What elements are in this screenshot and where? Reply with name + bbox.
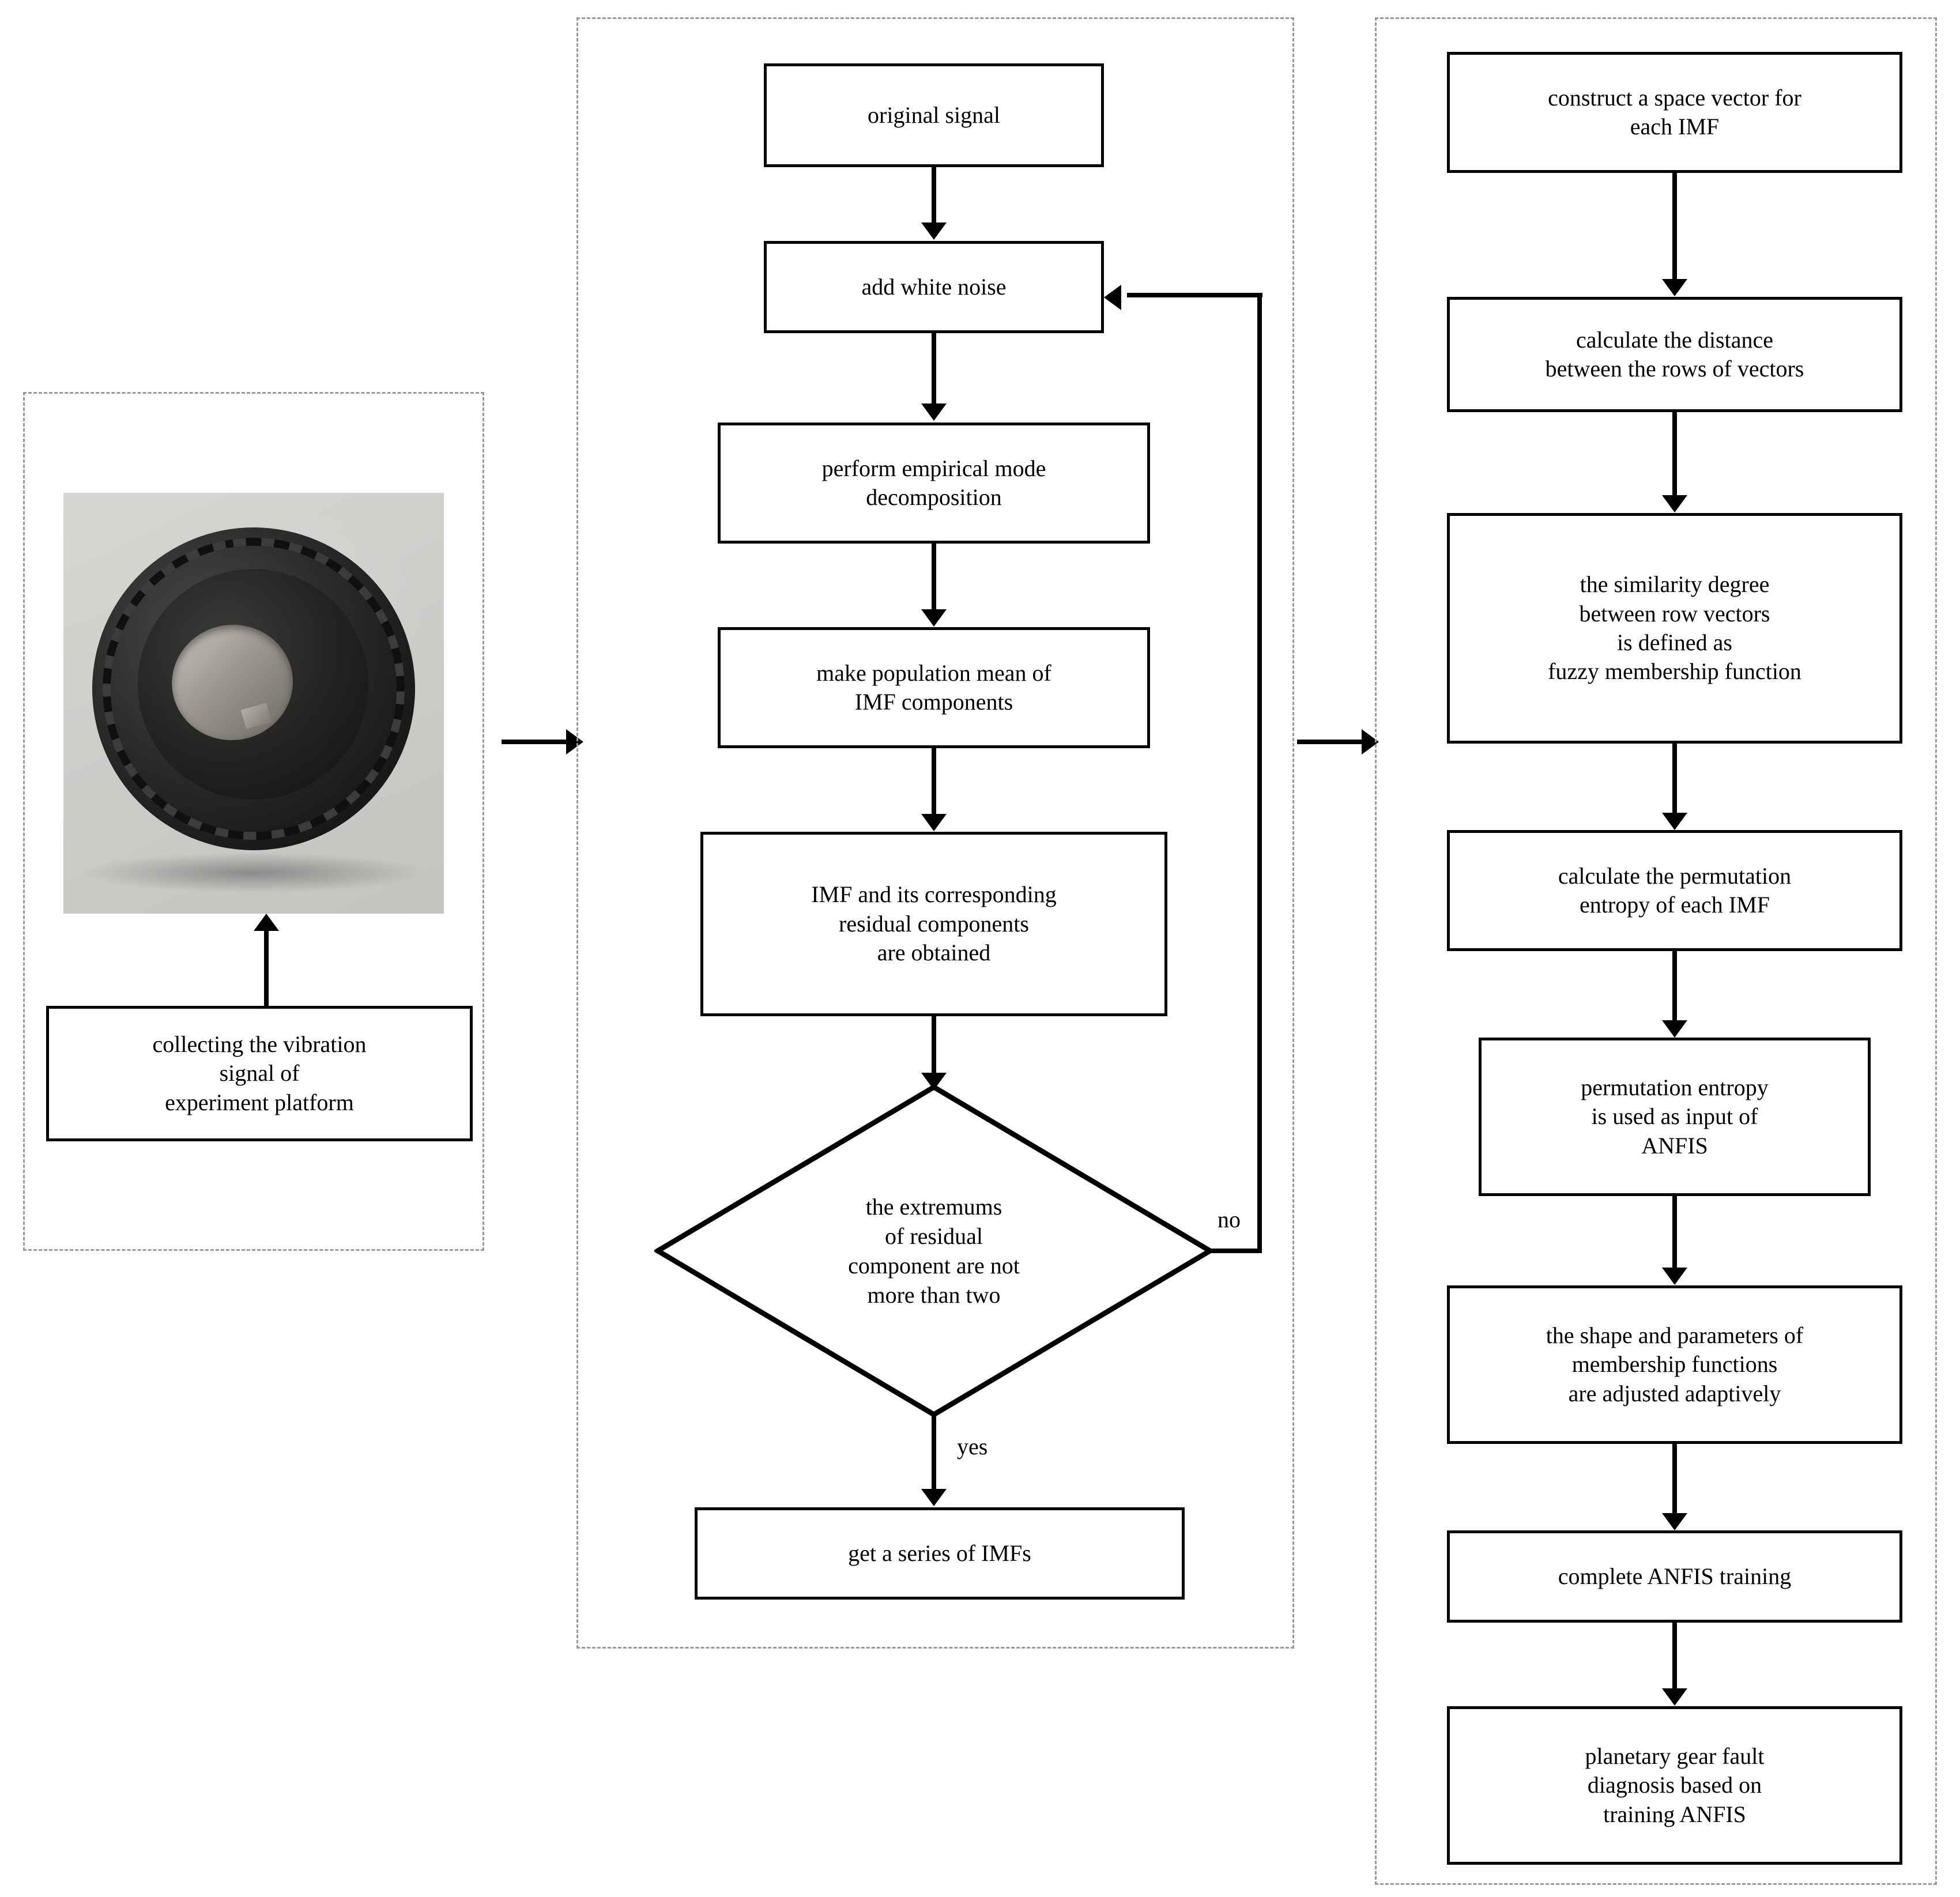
- node-decision-line2: of residual: [885, 1223, 983, 1249]
- node-similarity-line4: fuzzy membership function: [1548, 658, 1801, 685]
- node-space-vector-line2: each IMF: [1630, 114, 1720, 139]
- node-entropy-input-line3: ANFIS: [1641, 1132, 1708, 1159]
- arrow-collect-to-photo: [254, 914, 279, 1007]
- arrow-emd-to-mean: [921, 544, 947, 627]
- node-perform-emd-line1: perform empirical mode: [821, 455, 1046, 481]
- node-population-mean: [718, 627, 1150, 748]
- photo-shadow: [81, 853, 427, 893]
- node-similarity-line2: between row vectors: [1579, 600, 1770, 627]
- node-space-vector-line1: construct a space vector for: [1548, 84, 1801, 111]
- arrow-noise-to-emd: [921, 333, 947, 423]
- node-add-white-noise-label: add white noise: [861, 273, 1007, 300]
- node-calc-distance-line2: between the rows of vectors: [1545, 356, 1804, 382]
- node-decision-line3: component are not: [848, 1253, 1020, 1279]
- node-perform-emd-line2: decomposition: [866, 484, 1002, 510]
- arrow-similarity-to-permutation: [1662, 744, 1687, 830]
- node-fault-line2: diagnosis based on: [1587, 1772, 1762, 1798]
- edge-label-yes: yes: [957, 1434, 988, 1459]
- node-add-white-noise: [764, 241, 1104, 333]
- gear-photo: [63, 493, 444, 914]
- node-permutation-entropy: [1447, 830, 1902, 951]
- node-fault-line3: training ANFIS: [1603, 1801, 1746, 1827]
- arrow-panel1-to-panel2: [502, 729, 585, 755]
- node-anfis-training-label: complete ANFIS training: [1558, 1563, 1792, 1589]
- arrow-mean-to-imf: [921, 748, 947, 832]
- node-permutation-line1: calculate the permutation: [1558, 862, 1792, 889]
- arrow-permutation-to-input: [1662, 951, 1687, 1038]
- arrow-training-to-diagnosis: [1662, 1623, 1687, 1706]
- node-collect-line2: signal of: [219, 1060, 300, 1087]
- node-get-series-imfs-label: get a series of IMFs: [848, 1540, 1031, 1566]
- arrow-decision-to-imfs: [921, 1415, 947, 1507]
- arrow-original-to-noise: [921, 167, 947, 241]
- arrow-input-to-membership: [1662, 1196, 1687, 1285]
- node-imf-residual-line1: IMF and its corresponding: [811, 881, 1057, 908]
- arrow-panel2-to-panel3: [1297, 729, 1381, 755]
- node-similarity-line1: the similarity degree: [1580, 571, 1770, 598]
- arrow-space-vector-to-distance: [1662, 173, 1687, 297]
- arrow-membership-to-training: [1662, 1444, 1687, 1530]
- node-collect-line3: experiment platform: [165, 1089, 354, 1115]
- node-similarity-line3: is defined as: [1617, 629, 1732, 655]
- node-original-signal: [764, 63, 1104, 167]
- node-population-mean-line1: make population mean of: [816, 659, 1051, 686]
- node-membership-line2: membership functions: [1571, 1351, 1778, 1378]
- node-perform-emd: [718, 423, 1150, 544]
- node-population-mean-line2: IMF components: [854, 689, 1013, 715]
- node-extremums-decision: [654, 1084, 1213, 1418]
- node-membership-adjust: [1447, 1285, 1902, 1444]
- node-entropy-as-input: [1479, 1038, 1871, 1196]
- node-membership-line1: the shape and parameters of: [1546, 1322, 1804, 1348]
- node-fault-line1: planetary gear fault: [1585, 1743, 1765, 1769]
- node-fault-diagnosis: [1447, 1706, 1902, 1865]
- node-decision-line4: more than two: [867, 1282, 1001, 1308]
- node-space-vector: [1447, 52, 1902, 173]
- node-get-series-imfs: [695, 1507, 1185, 1600]
- node-calc-distance-line1: calculate the distance: [1575, 326, 1773, 353]
- gear-body-icon: [71, 507, 436, 871]
- node-imf-residual-line2: residual components: [839, 910, 1029, 937]
- node-decision-line1: the extremums: [865, 1193, 1002, 1220]
- node-original-signal-label: original signal: [868, 101, 1000, 128]
- node-permutation-line2: entropy of each IMF: [1580, 892, 1770, 918]
- node-entropy-input-line2: is used as input of: [1591, 1103, 1758, 1130]
- node-collect-line1: collecting the vibration: [152, 1031, 367, 1057]
- arrow-distance-to-similarity: [1662, 412, 1687, 513]
- node-membership-line3: are adjusted adaptively: [1568, 1380, 1781, 1406]
- node-anfis-training: [1447, 1530, 1902, 1623]
- node-collect-vibration-signal: [46, 1006, 473, 1141]
- node-imf-residual-line3: are obtained: [877, 940, 991, 966]
- node-imf-residual: [700, 832, 1167, 1016]
- edge-label-no: no: [1218, 1206, 1241, 1232]
- node-entropy-input-line1: permutation entropy: [1581, 1074, 1769, 1100]
- node-similarity-degree: [1447, 513, 1902, 744]
- node-calc-distance: [1447, 297, 1902, 412]
- gear-bore-icon: [164, 617, 300, 748]
- arrow-imf-to-decision: [921, 1016, 947, 1091]
